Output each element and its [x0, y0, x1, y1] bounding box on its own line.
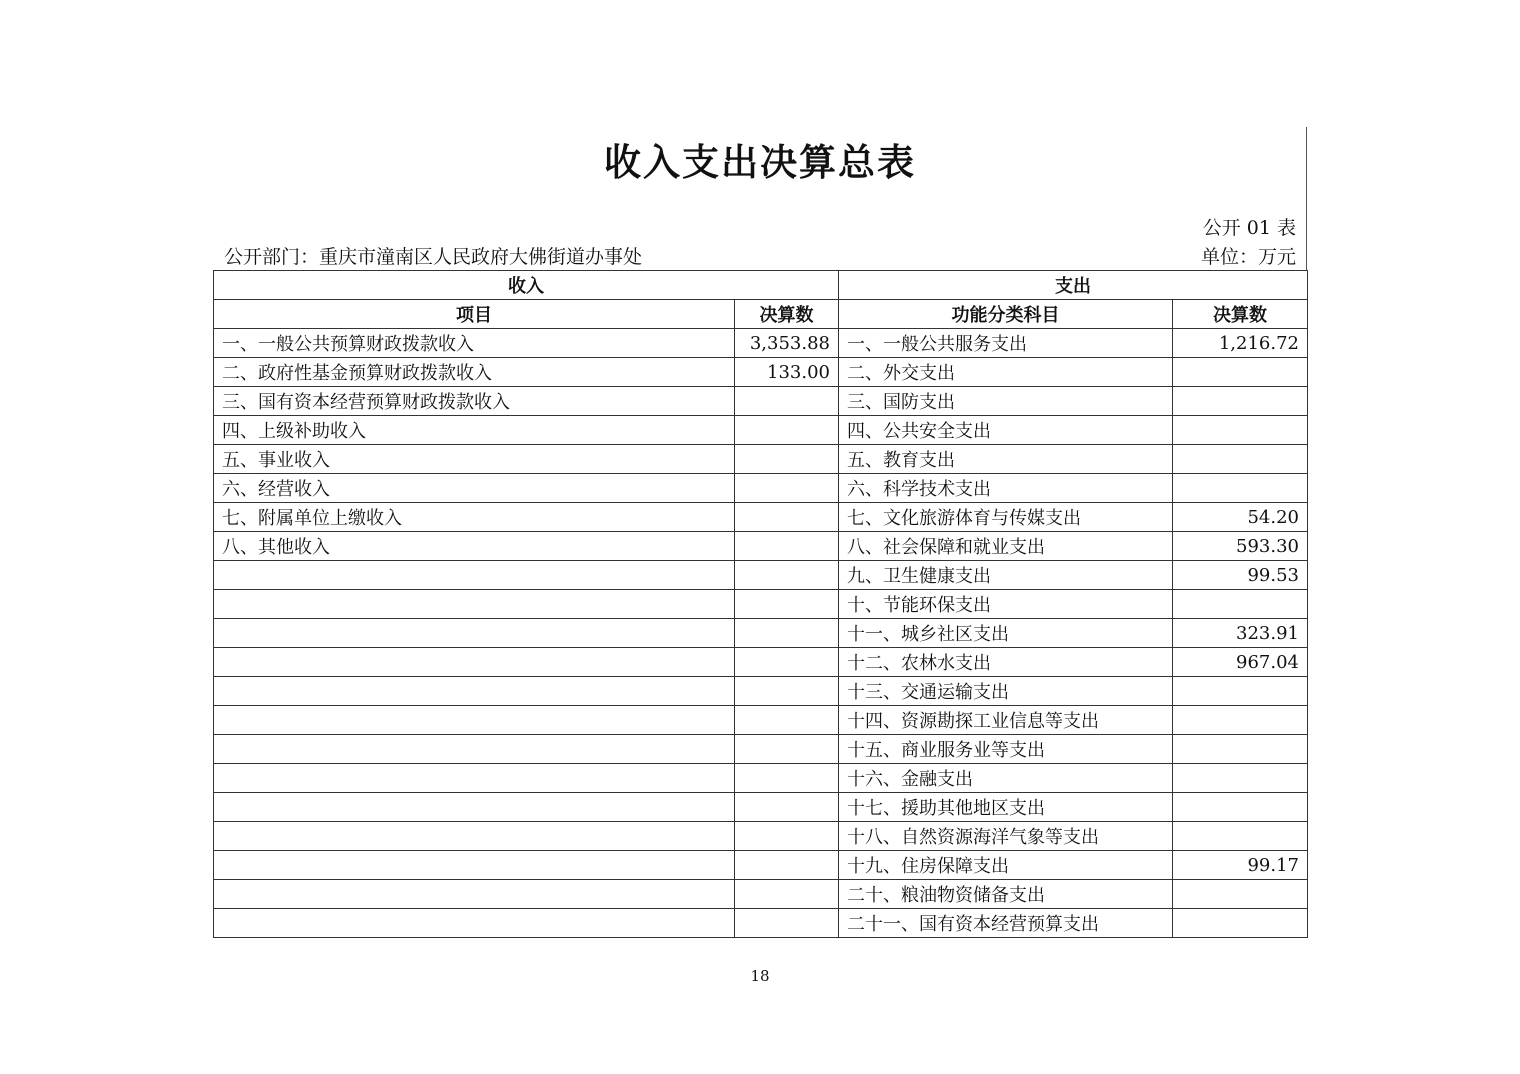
expense-amount-cell: [1173, 735, 1308, 764]
income-item-cell: 一、一般公共预算财政拨款收入: [214, 329, 735, 358]
table-row: [214, 764, 1308, 793]
table-row: [214, 561, 1308, 590]
table-row: [214, 909, 1308, 938]
expense-item-cell: 二十、粮油物资储备支出: [839, 880, 1173, 909]
expense-amount-cell: 323.91: [1173, 619, 1308, 648]
table-row: [214, 880, 1308, 909]
table-row: [214, 706, 1308, 735]
expense-amount-cell: [1173, 880, 1308, 909]
income-amount-cell: [735, 909, 839, 938]
unit-label: 单位：万元: [1200, 246, 1296, 268]
income-amount-cell: [735, 532, 839, 561]
table-row: [214, 445, 1308, 474]
income-group-header: 收入: [214, 271, 839, 300]
expense-item-cell: 二、外交支出: [839, 358, 1173, 387]
income-amount-cell: [735, 445, 839, 474]
income-amount-cell: [735, 851, 839, 880]
income-item-cell: 八、其他收入: [214, 532, 735, 561]
income-item-cell: [214, 619, 735, 648]
table-row: [214, 619, 1308, 648]
income-item-cell: [214, 706, 735, 735]
expense-item-cell: 一、一般公共服务支出: [839, 329, 1173, 358]
expense-item-cell: 十、节能环保支出: [839, 590, 1173, 619]
expense-amount-cell: 967.04: [1173, 648, 1308, 677]
income-item-cell: 七、附属单位上缴收入: [214, 503, 735, 532]
income-item-cell: [214, 648, 735, 677]
expense-amount-cell: [1173, 474, 1308, 503]
expense-amount-cell: [1173, 358, 1308, 387]
income-item-header: 项目: [214, 300, 735, 329]
income-item-cell: [214, 851, 735, 880]
income-item-cell: 四、上级补助收入: [214, 416, 735, 445]
income-amount-cell: [735, 416, 839, 445]
expense-amount-cell: [1173, 445, 1308, 474]
expense-item-cell: 四、公共安全支出: [839, 416, 1173, 445]
expense-item-header: 功能分类科目: [839, 300, 1173, 329]
table-body: [214, 329, 1308, 938]
income-amount-cell: [735, 619, 839, 648]
income-item-cell: [214, 735, 735, 764]
table-row: [214, 793, 1308, 822]
expense-item-cell: 十一、城乡社区支出: [839, 619, 1173, 648]
income-amount-cell: [735, 503, 839, 532]
income-item-cell: [214, 590, 735, 619]
table-column-header-row: [214, 300, 1308, 329]
income-amount-cell: [735, 822, 839, 851]
page-title: 收入支出决算总表: [604, 141, 916, 184]
expense-item-cell: 二十一、国有资本经营预算支出: [839, 909, 1173, 938]
expense-amount-cell: 1,216.72: [1173, 329, 1308, 358]
table-row: [214, 822, 1308, 851]
expense-amount-cell: [1173, 416, 1308, 445]
expense-item-cell: 十五、商业服务业等支出: [839, 735, 1173, 764]
income-item-cell: [214, 822, 735, 851]
expense-amount-cell: [1173, 764, 1308, 793]
expense-item-cell: 五、教育支出: [839, 445, 1173, 474]
income-amount-cell: [735, 387, 839, 416]
income-item-cell: 六、经营收入: [214, 474, 735, 503]
table-row: [214, 851, 1308, 880]
expense-amount-cell: [1173, 706, 1308, 735]
income-amount-cell: [735, 474, 839, 503]
expense-amount-cell: [1173, 590, 1308, 619]
table-row: [214, 677, 1308, 706]
income-amount-cell: [735, 880, 839, 909]
expense-item-cell: 十六、金融支出: [839, 764, 1173, 793]
income-amount-cell: [735, 735, 839, 764]
table-row: [214, 590, 1308, 619]
expense-item-cell: 九、卫生健康支出: [839, 561, 1173, 590]
expense-item-cell: 八、社会保障和就业支出: [839, 532, 1173, 561]
expense-amount-cell: 99.17: [1173, 851, 1308, 880]
income-amount-cell: [735, 561, 839, 590]
income-amount-cell: 3,353.88: [735, 329, 839, 358]
expense-item-cell: 十三、交通运输支出: [839, 677, 1173, 706]
income-item-cell: [214, 880, 735, 909]
table-row: [214, 532, 1308, 561]
expense-item-cell: 十八、自然资源海洋气象等支出: [839, 822, 1173, 851]
table-row: [214, 416, 1308, 445]
income-amount-cell: [735, 793, 839, 822]
expense-item-cell: 十四、资源勘探工业信息等支出: [839, 706, 1173, 735]
income-item-cell: [214, 909, 735, 938]
income-item-cell: [214, 561, 735, 590]
table-row: [214, 648, 1308, 677]
expense-amount-cell: 593.30: [1173, 532, 1308, 561]
expense-amount-header: 决算数: [1173, 300, 1308, 329]
income-amount-cell: [735, 706, 839, 735]
expense-item-cell: 六、科学技术支出: [839, 474, 1173, 503]
table-group-header-row: [214, 271, 1308, 300]
expense-item-cell: 十七、援助其他地区支出: [839, 793, 1173, 822]
expense-item-cell: 十九、住房保障支出: [839, 851, 1173, 880]
income-amount-cell: [735, 677, 839, 706]
expense-amount-cell: 54.20: [1173, 503, 1308, 532]
expense-amount-cell: [1173, 677, 1308, 706]
table-row: [214, 474, 1308, 503]
income-item-cell: [214, 764, 735, 793]
income-amount-header: 决算数: [735, 300, 839, 329]
income-item-cell: 二、政府性基金预算财政拨款收入: [214, 358, 735, 387]
expense-amount-cell: 99.53: [1173, 561, 1308, 590]
expense-amount-cell: [1173, 822, 1308, 851]
income-item-cell: 五、事业收入: [214, 445, 735, 474]
income-amount-cell: 133.00: [735, 358, 839, 387]
expense-amount-cell: [1173, 909, 1308, 938]
expense-item-cell: 三、国防支出: [839, 387, 1173, 416]
table-row: [214, 387, 1308, 416]
income-amount-cell: [735, 648, 839, 677]
income-item-cell: [214, 793, 735, 822]
income-item-cell: 三、国有资本经营预算财政拨款收入: [214, 387, 735, 416]
table-row: [214, 503, 1308, 532]
department-label: 公开部门：重庆市潼南区人民政府大佛街道办事处: [224, 246, 643, 268]
table-code: 公开 01 表: [1202, 217, 1296, 239]
income-amount-cell: [735, 764, 839, 793]
expense-amount-cell: [1173, 387, 1308, 416]
income-amount-cell: [735, 590, 839, 619]
income-item-cell: [214, 677, 735, 706]
table-row: [214, 735, 1308, 764]
expense-amount-cell: [1173, 793, 1308, 822]
table-row: [214, 358, 1308, 387]
expense-item-cell: 十二、农林水支出: [839, 648, 1173, 677]
table-row: [214, 329, 1308, 358]
budget-table: [213, 270, 1308, 938]
page-number: 18: [750, 967, 770, 985]
expense-item-cell: 七、文化旅游体育与传媒支出: [839, 503, 1173, 532]
expense-group-header: 支出: [839, 271, 1308, 300]
